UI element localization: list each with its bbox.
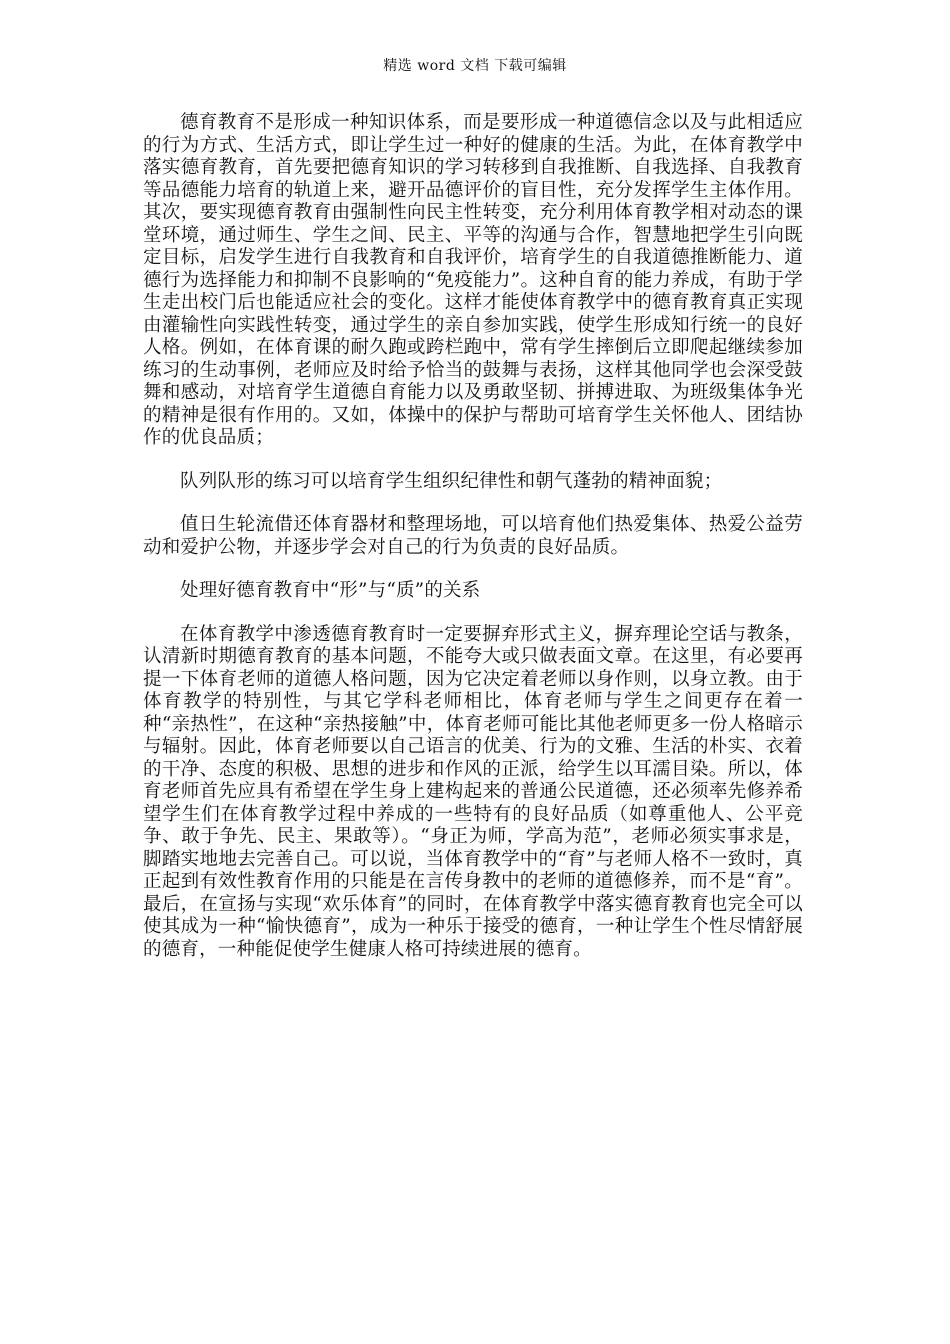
- paragraph-duty-students: 值日生轮流借还体育器材和整理场地，可以培育他们热爱集体、热爱公益劳动和爱护公物，并逐步学会对自己的行为负责的良好品质。: [143, 514, 803, 558]
- paragraph-formation-drills: 队列队形的练习可以培育学生组织纪律性和朝气蓬勃的精神面貌；: [180, 470, 723, 492]
- page-header: 精选 word 文档 下载可编辑: [383, 58, 567, 74]
- section-heading-form-and-quality: 处理好德育教育中“形”与“质”的关系: [180, 580, 481, 601]
- paragraph-teacher-moral-character: 在体育教学中渗透德育教育时一定要摒弃形式主义，摒弃理论空话与教条，认清新时期德育教育的基本问题，不能夸大或只做表面文章。在这里，有必要再提一下体育老师的道德人格问题，因为它决定着老师以身作则，以身立教。由于体育教学的特别性，与其它学科老师相比，体育老师与学生之间更存在着一种“亲热性”，在这种“亲热接触”中，体育老师可能比其他老师更多一份人格暗示与辐射。因此，体育老师要以自己语言的优美、行为的文雅、生活的朴实、衣着的干净、态度的积极、思想的进步和作风的正派，给学生以耳濡目染。所以，体育老师首先应具有希望在学生身上建构起来的普通公民道德，还必须率先修养希望学生们在体育教学过程中养成的一些特有的良好品质（如尊重他人、公平竞争、敢于争先、民主、果敢等）。“身正为师，学高为范”，老师必须实事求是，脚踏实地地去完善自己。可以说，当体育教学中的“育”与老师人格不一致时，真正起到有效性教育作用的只能是在言传身教中的老师的道德修养，而不是“育”。最后，在宣扬与实现“欢乐体育”的同时，在体育教学中落实德育教育也完全可以使其成为一种“愉快德育”，成为一种乐于接受的德育，一种让学生个性尽情舒展的德育，一种能促使学生健康人格可持续进展的德育。: [143, 623, 803, 960]
- paragraph-moral-education-method: 德育教育不是形成一种知识体系，而是要形成一种道德信念以及与此相适应的行为方式、生活方式，即让学生过一种好的健康的生活。为此，在体育教学中落实德育教育，首先要把德育知识的学习转移到自我推断、自我选择、自我教育等品德能力培育的轨道上来，避开品德评价的盲目性，充分发挥学生主体作用。其次，要实现德育教育由强制性向民主性转变，充分利用体育教学相对动态的课堂环境，通过师生、学生之间、民主、平等的沟通与合作，智慧地把学生引向既定目标，启发学生进行自我教育和自我评价，培育学生的自我道德推断能力、道德行为选择能力和抑制不良影响的“免疫能力”。这种自育的能力养成，有助于学生走出校门后也能适应社会的变化。这样才能使体育教学中的德育教育真正实现由灌输性向实践性转变，通过学生的亲自参加实践，使学生形成知行统一的良好人格。例如，在体育课的耐久跑或跨栏跑中，常有学生摔倒后立即爬起继续参加练习的生动事例，老师应及时给予恰当的鼓舞与表扬，这样其他同学也会深受鼓舞和感动，对培育学生道德自育能力以及勇敢坚韧、拼搏进取、为班级集体争光的精神是很有作用的。又如，体操中的保护与帮助可培育学生关怀他人、团结协作的优良品质；: [143, 112, 803, 448]
- document-body: [143, 112, 803, 982]
